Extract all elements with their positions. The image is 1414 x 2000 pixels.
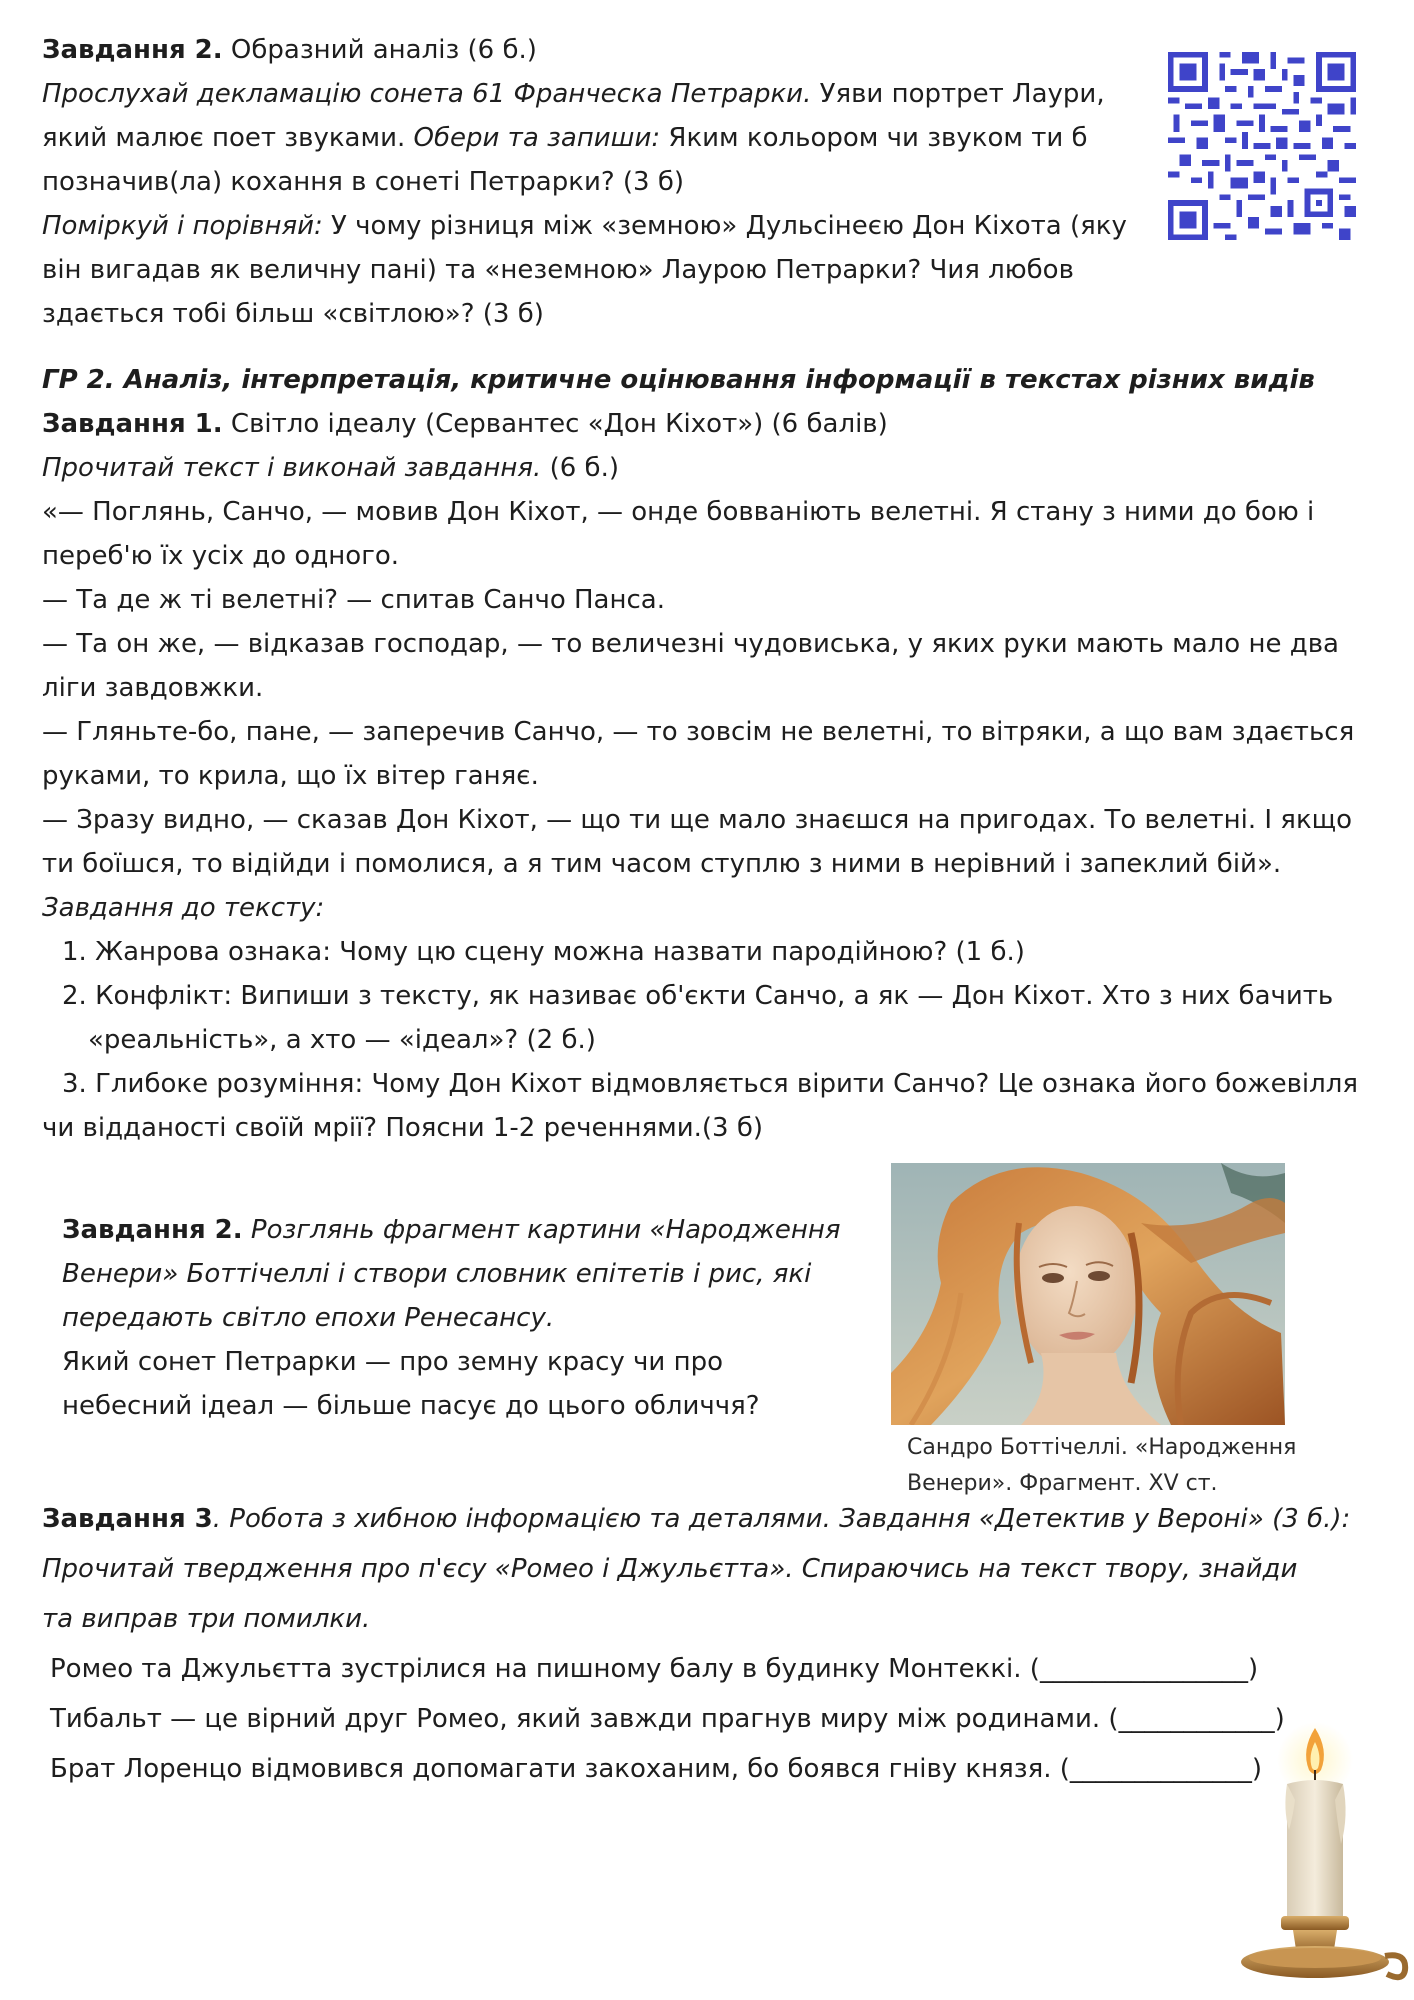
gr2-section [42, 358, 1372, 1150]
task3-line-3 [42, 1594, 1372, 1644]
quote-line: — Та де ж ті велетні? — спитав Санчо Панса. [42, 585, 665, 615]
venus-line-3 [62, 1296, 862, 1340]
quote-line: «— Поглянь, Санчо, — мовив Дон Кіхот, — онде бовваніють велетні. Я стану з ними до бою і [42, 497, 1315, 527]
gr2-heading: ГР 2. Аналіз, інтерпретація, критичне оцінювання інформації в текстах різних видів [42, 365, 1315, 395]
venus-line-2-italic: Венери» Боттічеллі і створи словник епітетів і рис, які [62, 1259, 812, 1289]
question-2-line-2: «реальність», а хто — «ідеал»? (2 б.) [88, 1025, 596, 1055]
task2-line-3: позначив(ла) кохання в сонеті Петрарки? (3 б) [42, 167, 685, 197]
question-3-line-1: 3. Глибоке розуміння: Чому Дон Кіхот відмовляється вірити Санчо? Це ознака його божевілля [62, 1069, 1359, 1099]
question-2-line-1: 2. Конфлікт: Випиши з тексту, як називає об'єкти Санчо, а як — Дон Кіхот. Хто з них бачить [62, 981, 1334, 1011]
task1-title-bold: Завдання 1. [42, 409, 223, 439]
quote-line: ти боїшся, то відійди і помолися, а я тим часом ступлю з ними в нерівний і запеклий бій». [42, 849, 1282, 879]
venus-line-3-italic: передають світло епохи Ренесансу. [62, 1303, 555, 1333]
tasks-heading [42, 886, 1372, 930]
task2-line-4-rest: У чому різниця між «земною» Дульсінеєю Дон Кіхота (яку [322, 211, 1127, 241]
question-1: 1. Жанрова ознака: Чому цю сцену можна назвати пародійною? (1 б.) [62, 937, 1025, 967]
task1-instruction-rest: (6 б.) [541, 453, 619, 483]
task2-line-2-italic: Обери та запиши: [413, 123, 661, 153]
venus-line-1-italic: Розглянь фрагмент картини «Народження [242, 1215, 841, 1245]
tasks-heading-italic: Завдання до тексту: [42, 893, 325, 923]
task2-line-1-rest: Уяви портрет Лаури, [811, 79, 1105, 109]
candle-icon [1235, 1720, 1410, 1990]
venus-line-4: Який сонет Петрарки — про земну красу чи про [62, 1347, 723, 1377]
qr-code-icon[interactable] [1168, 52, 1356, 240]
quote-line: переб'ю їх усіх до одного. [42, 541, 400, 571]
quote-line: руками, то крила, що їх вітер ганяє. [42, 761, 539, 791]
quote-line: ліги завдовжки. [42, 673, 264, 703]
task1-instruction [42, 446, 1372, 490]
venus-line-5: небесний ідеал — більше пасує до цього обличчя? [62, 1391, 760, 1421]
task3-line-2 [42, 1544, 1372, 1594]
question-3-line-2: чи відданості своїй мрії? Поясни 1-2 реченнями.(3 б) [42, 1113, 764, 1143]
venus-title-bold: Завдання 2. [62, 1215, 243, 1245]
statement-3: Брат Лоренцо відмовився допомагати закоханим, бо боявся гніву князя. (______________) [50, 1754, 1263, 1784]
task3-title-bold: Завдання 3 [42, 1504, 213, 1534]
statement-1: Ромео та Джульєтта зустрілися на пишному балу в будинку Монтеккі. (________________) [50, 1654, 1259, 1684]
quote-line: — Та он же, — відказав господар, — то величезні чудовиська, у яких руки мають мало не два [42, 629, 1339, 659]
task2-line-6: здається тобі більш «світлою»? (3 б) [42, 299, 544, 329]
task2-line-2-rest: Яким кольором чи звуком ти б [660, 123, 1088, 153]
quote-line: — Зразу видно, — сказав Дон Кіхот, — що ти ще мало знаєшся на пригодах. То велетні. І якщо [42, 805, 1353, 835]
task3-line-2-italic: Прочитай твердження про п'єсу «Ромео і Джульєтта». Спираючись на текст твору, знайди [42, 1554, 1298, 1584]
venus-line-1 [62, 1208, 862, 1252]
statement-2: Тибальт — це вірний друг Ромео, який завжди прагнув миру між родинами. (____________) [50, 1704, 1285, 1734]
task3-section [42, 1494, 1372, 1794]
task3-line-3-italic: та виправ три помилки. [42, 1604, 371, 1634]
birth-of-venus-image [891, 1163, 1285, 1425]
task2-line-5: він вигадав як величну пані) та «неземною» Лаурою Петрарки? Чия любов [42, 255, 1074, 285]
caption-line-2: Венери». Фрагмент. XV ст. [907, 1471, 1218, 1496]
task2-line-4-italic: Поміркуй і порівняй: [42, 211, 323, 241]
task1-title [42, 402, 1372, 446]
task2-title-rest: Образний аналіз (6 б.) [222, 35, 537, 65]
caption-line-1: Сандро Боттічеллі. «Народження [907, 1435, 1297, 1460]
task3-title-italic: . Робота з хибною інформацією та деталями. Завдання «Детектив у Вероні» (3 б.): [212, 1504, 1351, 1534]
task3-title [42, 1494, 1372, 1544]
venus-line-2 [62, 1252, 862, 1296]
image-caption [907, 1430, 1367, 1502]
task2-title-bold: Завдання 2. [42, 35, 223, 65]
quote-line: — Гляньте-бо, пане, — заперечив Санчо, — то зовсім не велетні, то вітряки, а що вам здається [42, 717, 1355, 747]
task2-venus-section [62, 1208, 862, 1428]
task2-line-1-italic: Прослухай декламацію сонета 61 Франческа Петрарки. [42, 79, 812, 109]
task1-instruction-italic: Прочитай текст і виконай завдання. [42, 453, 542, 483]
task2-line-2-start: який малює поет звуками. [42, 123, 414, 153]
task1-title-rest: Світло ідеалу (Сервантес «Дон Кіхот») (6 балів) [222, 409, 888, 439]
